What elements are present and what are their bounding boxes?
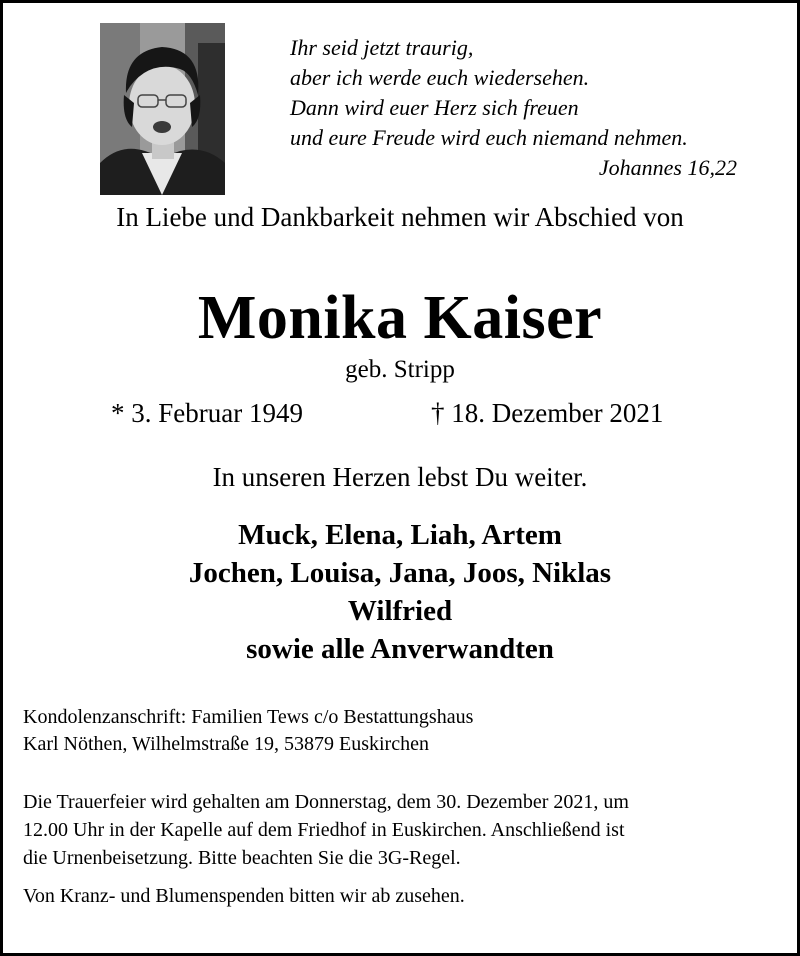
ceremony-info [23,788,788,872]
condolence-line: Kondolenzanschrift: Familien Tews c/o Bestattungshaus [23,706,474,728]
ceremony-line: die Urnenbeisetzung. Bitte beachten Sie die 3G-Regel. [23,847,461,869]
verse-line: aber ich werde euch wiedersehen. [290,65,590,90]
motto-text: In unseren Herzen lebst Du weiter. [212,462,588,492]
verse-reference: Johannes 16,22 [598,155,737,180]
portrait-photo [100,23,225,195]
verse-line: Dann wird euer Herz sich freuen [290,95,579,120]
birth-date: * 3. Februar 1949 [111,398,303,428]
condolence-line: Karl Nöthen, Wilhelmstraße 19, 53879 Euskirchen [23,733,429,755]
intro-text: In Liebe und Dankbarkeit nehmen wir Abschied von [116,202,684,232]
ceremony-line: 12.00 Uhr in der Kapelle auf dem Friedhof in Euskirchen. Anschließend ist [23,819,625,841]
verse-line: und eure Freude wird euch niemand nehmen. [290,125,688,150]
bible-verse [290,33,742,183]
mourners-line: Muck, Elena, Liah, Artem [238,519,562,551]
mourners-line: Wilfried [347,595,453,627]
mourners-line: sowie alle Anverwandten [246,633,554,665]
condolence-address [23,704,473,758]
ceremony-line: Die Trauerfeier wird gehalten am Donnerstag, dem 30. Dezember 2021, um [23,791,629,813]
deceased-name: Monika Kaiser [197,284,603,352]
verse-line: Ihr seid jetzt traurig, [290,35,474,60]
flowers-note: Von Kranz- und Blumenspenden bitten wir ab zusehen. [23,885,465,907]
maiden-name: geb. Stripp [345,356,455,383]
mourners-line: Jochen, Louisa, Jana, Joos, Niklas [188,557,612,589]
death-date: † 18. Dezember 2021 [431,398,664,428]
mourners-list [3,516,797,668]
